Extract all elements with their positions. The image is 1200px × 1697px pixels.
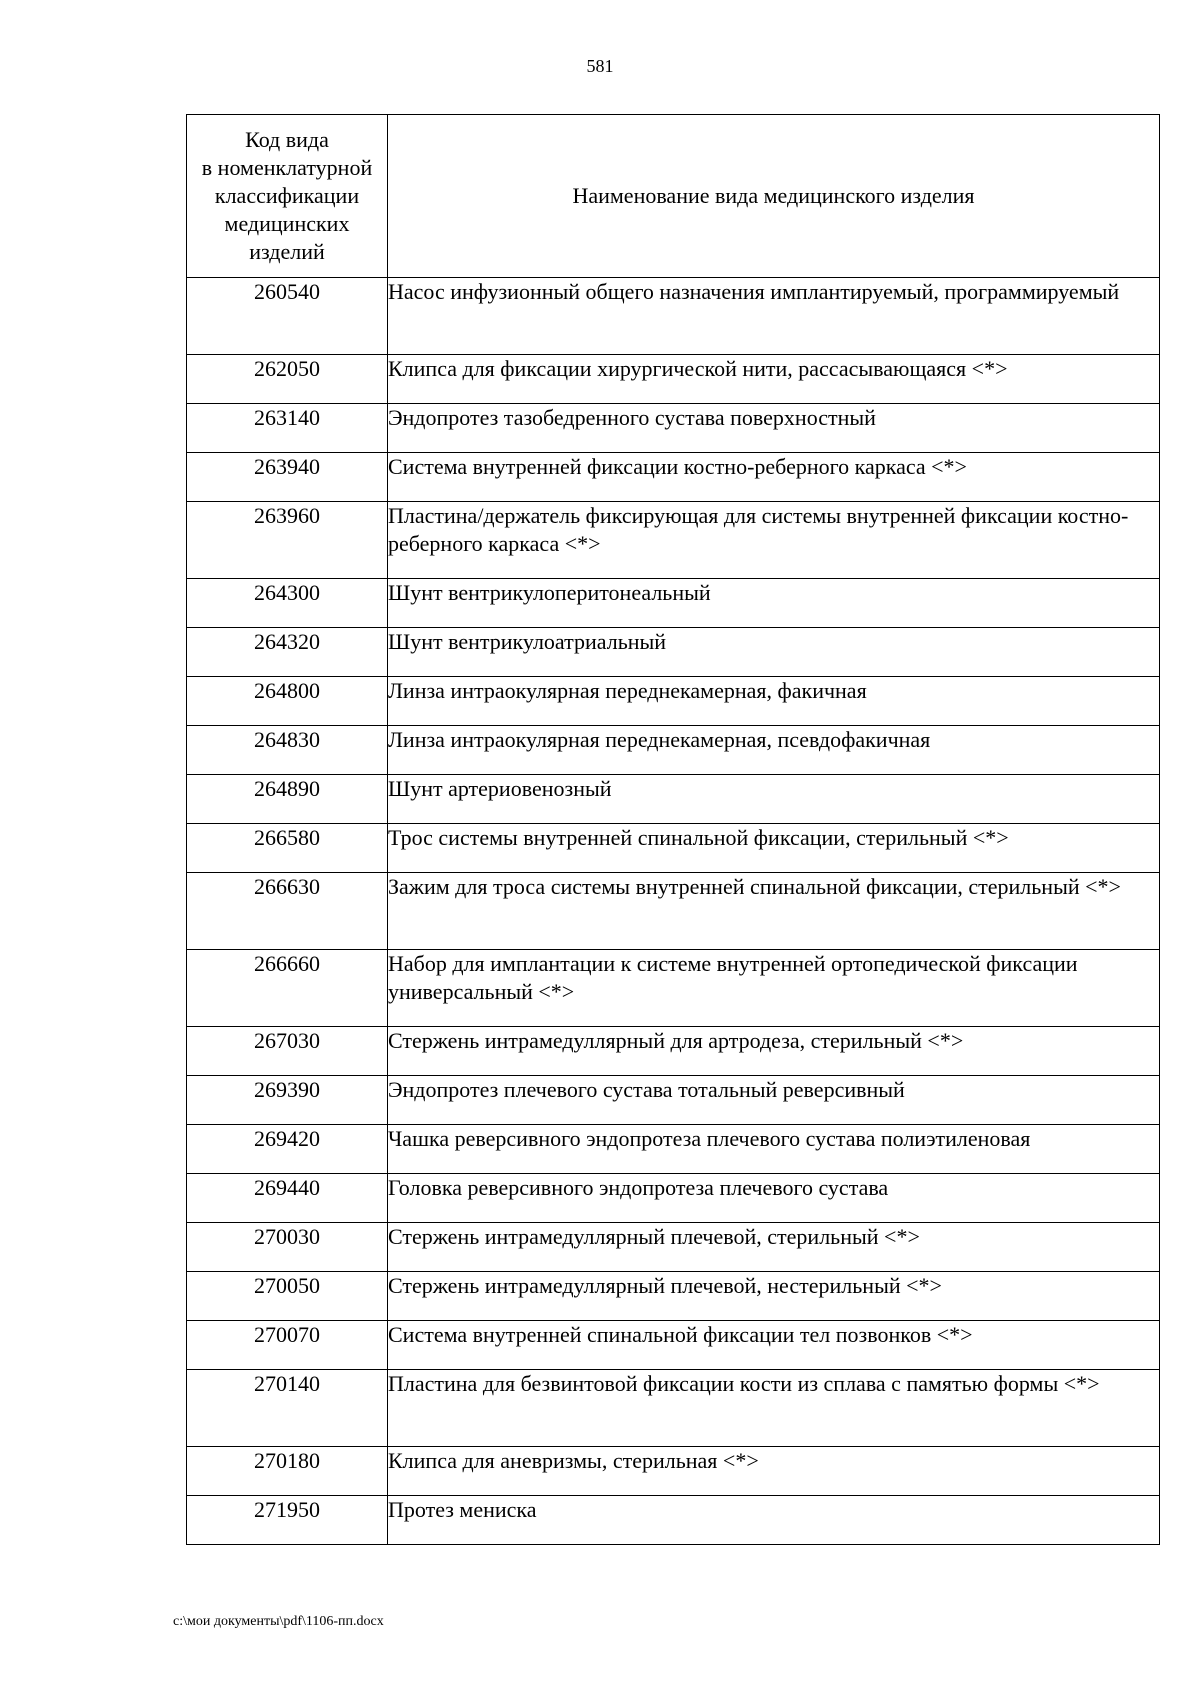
device-name: Чашка реверсивного эндопротеза плечевого сустава полиэтиленовая <box>388 1125 1160 1174</box>
table-row <box>187 950 1160 1027</box>
table-header-row <box>187 115 1160 278</box>
column-header-name: Наименование вида медицинского изделия <box>388 115 1160 278</box>
device-code: 264800 <box>187 677 388 726</box>
table-row <box>187 775 1160 824</box>
device-code: 269440 <box>187 1174 388 1223</box>
device-name: Протез мениска <box>388 1496 1160 1545</box>
device-name: Система внутренней спинальной фиксации тел позвонков <*> <box>388 1321 1160 1370</box>
device-code: 264300 <box>187 579 388 628</box>
table-row <box>187 1027 1160 1076</box>
device-code: 264830 <box>187 726 388 775</box>
device-code: 266660 <box>187 950 388 1027</box>
table-row <box>187 726 1160 775</box>
table-row <box>187 1174 1160 1223</box>
table-row <box>187 873 1160 950</box>
device-name: Эндопротез тазобедренного сустава поверхностный <box>388 404 1160 453</box>
device-code: 270030 <box>187 1223 388 1272</box>
device-name: Шунт вентрикулоатриальный <box>388 628 1160 677</box>
device-name: Клипса для фиксации хирургической нити, рассасывающаяся <*> <box>388 355 1160 404</box>
device-name: Набор для имплантации к системе внутренней ортопедической фиксации универсальный <*> <box>388 950 1160 1027</box>
device-name: Стержень интрамедуллярный плечевой, стерильный <*> <box>388 1223 1160 1272</box>
device-code: 266630 <box>187 873 388 950</box>
device-code: 270180 <box>187 1447 388 1496</box>
device-name: Клипса для аневризмы, стерильная <*> <box>388 1447 1160 1496</box>
page-number: 581 <box>586 56 614 76</box>
table-row <box>187 579 1160 628</box>
device-name: Трос системы внутренней спинальной фиксации, стерильный <*> <box>388 824 1160 873</box>
table-row <box>187 1272 1160 1321</box>
device-code: 270070 <box>187 1321 388 1370</box>
device-name: Линза интраокулярная переднекамерная, псевдофакичная <box>388 726 1160 775</box>
device-name: Пластина для безвинтовой фиксации кости из сплава с памятью формы <*> <box>388 1370 1160 1447</box>
device-code: 264320 <box>187 628 388 677</box>
device-name: Шунт артериовенозный <box>388 775 1160 824</box>
device-name: Шунт вентрикулоперитонеальный <box>388 579 1160 628</box>
device-name: Стержень интрамедуллярный плечевой, нестерильный <*> <box>388 1272 1160 1321</box>
device-code: 267030 <box>187 1027 388 1076</box>
table-row <box>187 1447 1160 1496</box>
table-row <box>187 278 1160 355</box>
device-code: 263940 <box>187 453 388 502</box>
table-row <box>187 1125 1160 1174</box>
table-row <box>187 628 1160 677</box>
device-name: Зажим для троса системы внутренней спинальной фиксации, стерильный <*> <box>388 873 1160 950</box>
table-row <box>187 453 1160 502</box>
table-row <box>187 1321 1160 1370</box>
device-name: Пластина/держатель фиксирующая для системы внутренней фиксации костно-реберного каркаса <*> <box>388 502 1160 579</box>
table-row <box>187 502 1160 579</box>
device-name: Линза интраокулярная переднекамерная, факичная <box>388 677 1160 726</box>
table-body <box>187 278 1160 1545</box>
device-code: 269420 <box>187 1125 388 1174</box>
footer-file-path: c:\мои документы\pdf\1106-пп.docx <box>173 1614 384 1629</box>
device-table <box>186 114 1160 1545</box>
device-code: 271950 <box>187 1496 388 1545</box>
device-code: 266580 <box>187 824 388 873</box>
table-row <box>187 1076 1160 1125</box>
device-code: 264890 <box>187 775 388 824</box>
table-row <box>187 677 1160 726</box>
table-row <box>187 404 1160 453</box>
device-code: 270050 <box>187 1272 388 1321</box>
device-name: Головка реверсивного эндопротеза плечевого сустава <box>388 1174 1160 1223</box>
device-code: 262050 <box>187 355 388 404</box>
device-code: 269390 <box>187 1076 388 1125</box>
column-header-code: Код вида в номенклатурной классификации медицинских изделий <box>187 115 388 278</box>
table-row <box>187 355 1160 404</box>
device-code: 270140 <box>187 1370 388 1447</box>
device-code: 260540 <box>187 278 388 355</box>
table-row <box>187 1223 1160 1272</box>
device-name: Эндопротез плечевого сустава тотальный реверсивный <box>388 1076 1160 1125</box>
device-name: Стержень интрамедуллярный для артродеза, стерильный <*> <box>388 1027 1160 1076</box>
device-name: Насос инфузионный общего назначения имплантируемый, программируемый <box>388 278 1160 355</box>
table-row <box>187 824 1160 873</box>
device-code: 263140 <box>187 404 388 453</box>
device-code: 263960 <box>187 502 388 579</box>
table-row <box>187 1370 1160 1447</box>
table-row <box>187 1496 1160 1545</box>
device-name: Система внутренней фиксации костно-реберного каркаса <*> <box>388 453 1160 502</box>
